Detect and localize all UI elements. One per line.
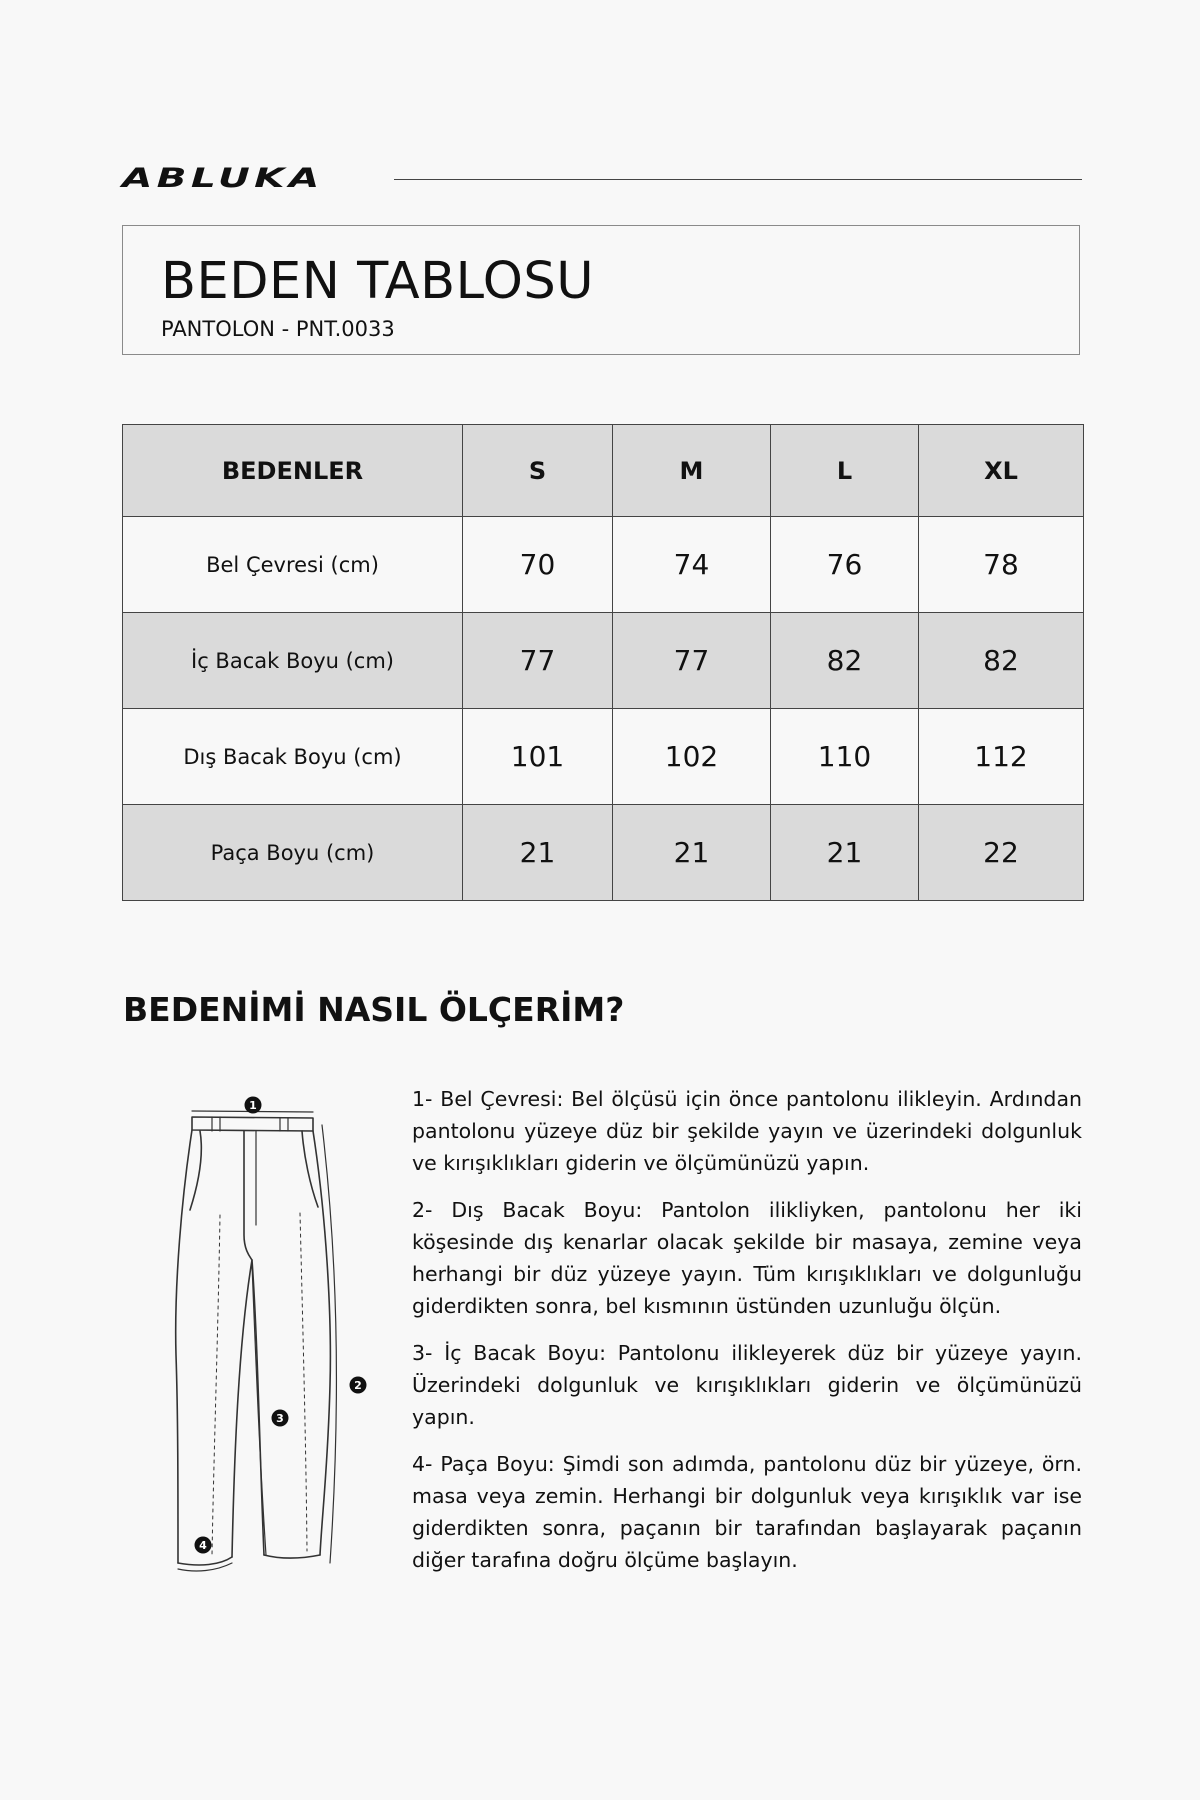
how-to-measure-title: BEDENİMİ NASIL ÖLÇERİM? <box>123 990 625 1029</box>
table-cell: 78 <box>919 517 1084 613</box>
table-cell: 70 <box>463 517 613 613</box>
fly-seam <box>244 1131 252 1260</box>
inseam <box>232 1260 264 1557</box>
instruction-step-1: 1- Bel Çevresi: Bel ölçüsü için önce pantolonu ilikleyin. Ardından pantolonu yüzeye düz bir şekilde yayın ve üzerindeki dolgunluk ve kırışıklıkları giderin ve ölçümünüzü yapın. <box>412 1087 1082 1175</box>
instruction-step-3: 3- İç Bacak Boyu: Pantolonu ilikleyerek düz bir yüzeye yayın. Üzerindeki dolgunluk ve kırışıklıkları giderin ve ölçümünüzü yapın. <box>412 1341 1082 1429</box>
table-cell: 102 <box>613 709 771 805</box>
row-label: Bel Çevresi (cm) <box>123 517 463 613</box>
row-label: Paça Boyu (cm) <box>123 805 463 901</box>
header-cell-l: L <box>771 425 919 517</box>
brand-header <box>122 163 1082 194</box>
table-cell: 74 <box>613 517 771 613</box>
table-cell: 21 <box>613 805 771 901</box>
table-cell: 82 <box>771 613 919 709</box>
table-cell: 82 <box>919 613 1084 709</box>
table-cell: 21 <box>463 805 613 901</box>
size-table <box>122 424 1084 901</box>
left-hem <box>178 1557 232 1565</box>
header-cell-m: M <box>613 425 771 517</box>
left-pocket <box>190 1131 201 1210</box>
page-title: BEDEN TABLOSU <box>161 252 595 311</box>
header-cell-sizes: BEDENLER <box>123 425 463 517</box>
marker-1-label: 1 <box>249 1099 257 1112</box>
marker-3-label: 3 <box>276 1412 284 1425</box>
belt-loop-right <box>280 1118 288 1131</box>
right-pocket <box>302 1131 318 1207</box>
row-label: Dış Bacak Boyu (cm) <box>123 709 463 805</box>
header-cell-xl: XL <box>919 425 1084 517</box>
product-code: PANTOLON - PNT.0033 <box>161 317 395 341</box>
marker-2-label: 2 <box>354 1379 362 1392</box>
instruction-step-2: 2- Dış Bacak Boyu: Pantolon ilikliyken, pantolonu her iki köşesinde dış kenarlar olacak şekilde bir masaya, zemine veya herhangi bir düz yüzeye yayın. Tüm kırışıklıkları ve dolgunluğu giderdikten sonra, bel kısmının üstünden uzunluğu ölçün. <box>412 1198 1082 1318</box>
table-cell: 112 <box>919 709 1084 805</box>
belt-loop-left <box>212 1117 220 1131</box>
right-crease <box>300 1213 307 1551</box>
right-outer-seam <box>313 1131 330 1555</box>
table-cell: 21 <box>771 805 919 901</box>
table-row <box>123 613 1084 709</box>
row-label: İç Bacak Boyu (cm) <box>123 613 463 709</box>
table-cell: 101 <box>463 709 613 805</box>
table-cell: 77 <box>463 613 613 709</box>
table-row <box>123 805 1084 901</box>
pants-diagram <box>160 1085 380 1575</box>
measurement-instructions <box>412 1083 1082 1591</box>
table-cell: 77 <box>613 613 771 709</box>
header-cell-s: S <box>463 425 613 517</box>
brand-logo: ABLUKA <box>122 163 324 194</box>
waistband-outline <box>192 1117 313 1131</box>
table-row <box>123 709 1084 805</box>
marker-4-label: 4 <box>199 1539 207 1552</box>
title-box <box>122 225 1080 355</box>
brand-divider <box>394 179 1082 180</box>
left-outer-seam <box>176 1130 192 1563</box>
right-hem <box>264 1555 320 1558</box>
table-row <box>123 517 1084 613</box>
table-cell: 110 <box>771 709 919 805</box>
instruction-step-4: 4- Paça Boyu: Şimdi son adımda, pantolonu düz bir yüzeye, örn. masa veya zemin. Herhangi bir dolgunluk veya kırışıklık var ise giderdikten sonra, paçanın bir tarafından başlayarak paçanın diğer tarafına doğru ölçüme başlayın. <box>412 1452 1082 1572</box>
table-cell: 22 <box>919 805 1084 901</box>
left-crease <box>212 1215 220 1555</box>
table-header-row <box>123 425 1084 517</box>
table-cell: 76 <box>771 517 919 613</box>
